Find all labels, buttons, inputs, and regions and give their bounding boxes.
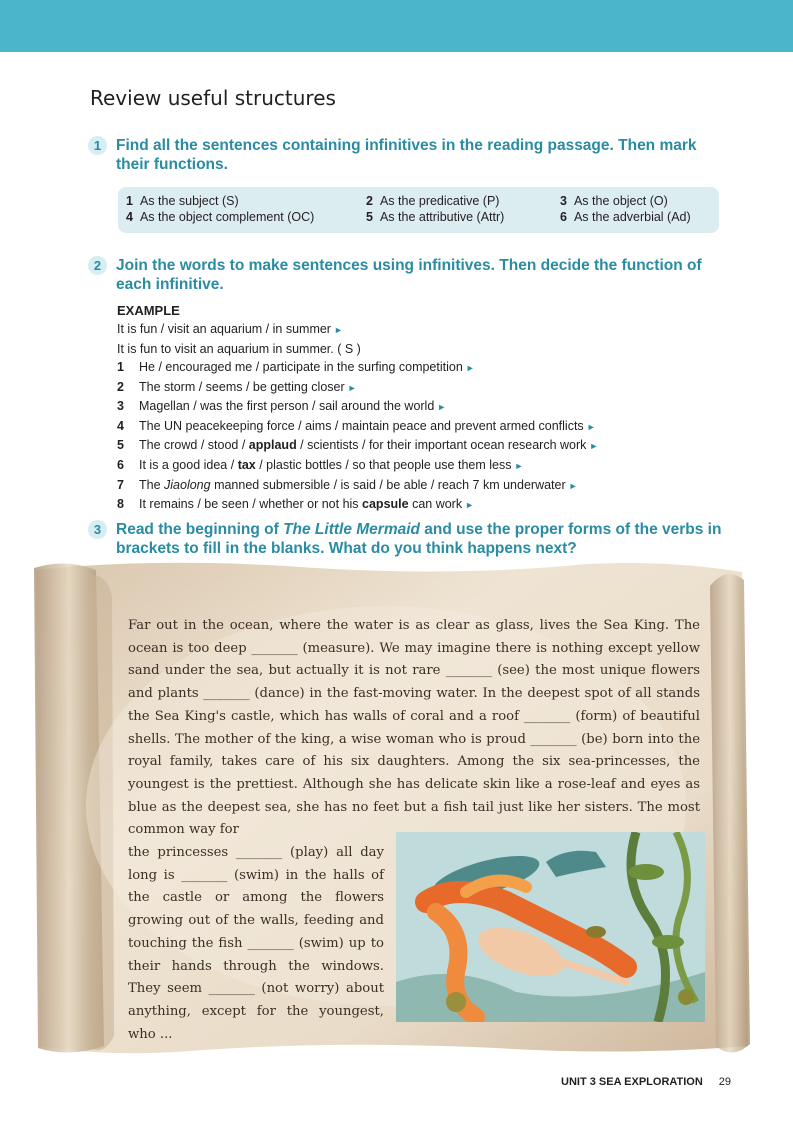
arrow-icon: ► xyxy=(586,421,596,432)
exercise-item: 3 Magellan / was the first person / sail around the world ► xyxy=(117,399,447,414)
exercise-2-block xyxy=(117,302,598,515)
function-item: 2 As the predicative (P) xyxy=(366,194,500,208)
task-instruction: Find all the sentences containing infinitives in the reading passage. Then mark their functions. xyxy=(116,137,697,173)
exercise-item: 8 It remains / be seen / whether or not his capsule can work ► xyxy=(117,497,475,512)
story-paragraph-continued: the princesses _______ (play) all day long is _______ (swim) in the halls of the castle or among the flowers growing out of the walls, feeding and touching the fish _______ (swim) up to their hands through the windows. They seem _______ (not worry) about anything, except for the youngest, who ... xyxy=(128,845,384,1042)
arrow-icon: ► xyxy=(514,460,524,471)
exercise-item: 1 He / encouraged me / participate in the surfing competition ► xyxy=(117,360,475,374)
task-2 xyxy=(88,256,728,294)
task-number-badge: 2 xyxy=(88,256,107,275)
arrow-icon: ► xyxy=(465,500,475,511)
exercise-item: 6 It is a good idea / tax / plastic bottles / so that people use them less ► xyxy=(117,457,524,472)
arrow-icon: ► xyxy=(465,363,475,373)
task-instruction: Join the words to make sentences using infinitives. Then decide the function of each infinitive. xyxy=(116,257,702,293)
mermaid-illustration xyxy=(396,832,705,1022)
arrow-icon: ► xyxy=(333,325,343,335)
arrow-icon: ► xyxy=(568,480,578,491)
task-number-badge: 3 xyxy=(88,520,107,539)
page-number: 29 xyxy=(718,1076,732,1088)
task-1 xyxy=(88,136,728,174)
arrow-icon: ► xyxy=(347,382,357,393)
exercise-item: 2 The storm / seems / be getting closer ► xyxy=(117,379,357,394)
example-label: EXAMPLE xyxy=(117,303,180,318)
example-answer: It is fun to visit an aquarium in summer. ( S ) xyxy=(117,341,361,356)
top-color-band xyxy=(0,0,793,52)
page-footer xyxy=(561,1076,731,1088)
task-3 xyxy=(88,520,728,558)
exercise-item: 7 The Jiaolong manned submersible / is said / be able / reach 7 km underwater ► xyxy=(117,477,578,492)
function-item: 5 As the attributive (Attr) xyxy=(366,210,505,224)
arrow-icon: ► xyxy=(589,441,599,452)
arrow-icon: ► xyxy=(437,402,447,413)
story-paragraph: Far out in the ocean, where the water is as clear as glass, lives the Sea King. The ocean is too deep _______ (measure). We may imagine there is nothing except yellow sand under the sea, but actually it is not rare _______ (see) the most unique flowers and plants _______ (dance) in the fast-moving water. In the deepest spot of all stands the Sea King's castle, which has walls of coral and a roof _______ (form) of beautiful shells. The mother of the king, a wise woman who is proud _______ (be) born into the royal family, takes care of his six daughters. Among the six sea-princesses, the youngest is the prettiest. Although she has delicate skin like a rose-leaf and eyes as blue as the deepest sea, she has no feet but a fish tail just like her sisters. The most common way for xyxy=(128,618,700,838)
functions-box xyxy=(118,187,719,233)
function-item: 1 As the subject (S) xyxy=(126,194,239,208)
example-prompt: It is fun / visit an aquarium / in summer ► xyxy=(117,322,343,336)
task-instruction: Read the beginning of The Little Mermaid and use the proper forms of the verbs in brackets to fill in the blanks. What do you think happens next? xyxy=(116,521,722,557)
task-number-badge: 1 xyxy=(88,136,107,155)
function-item: 6 As the adverbial (Ad) xyxy=(560,210,691,224)
exercise-item: 4 The UN peacekeeping force / aims / maintain peace and prevent armed conflicts ► xyxy=(117,418,596,433)
unit-title: UNIT 3 SEA EXPLORATION xyxy=(561,1076,703,1088)
function-item: 4 As the object complement (OC) xyxy=(126,210,315,224)
exercise-item: 5 The crowd / stood / applaud / scientists / for their important ocean research work ► xyxy=(117,438,599,453)
function-item: 3 As the object (O) xyxy=(560,194,668,208)
section-title: Review useful structures xyxy=(90,86,336,110)
